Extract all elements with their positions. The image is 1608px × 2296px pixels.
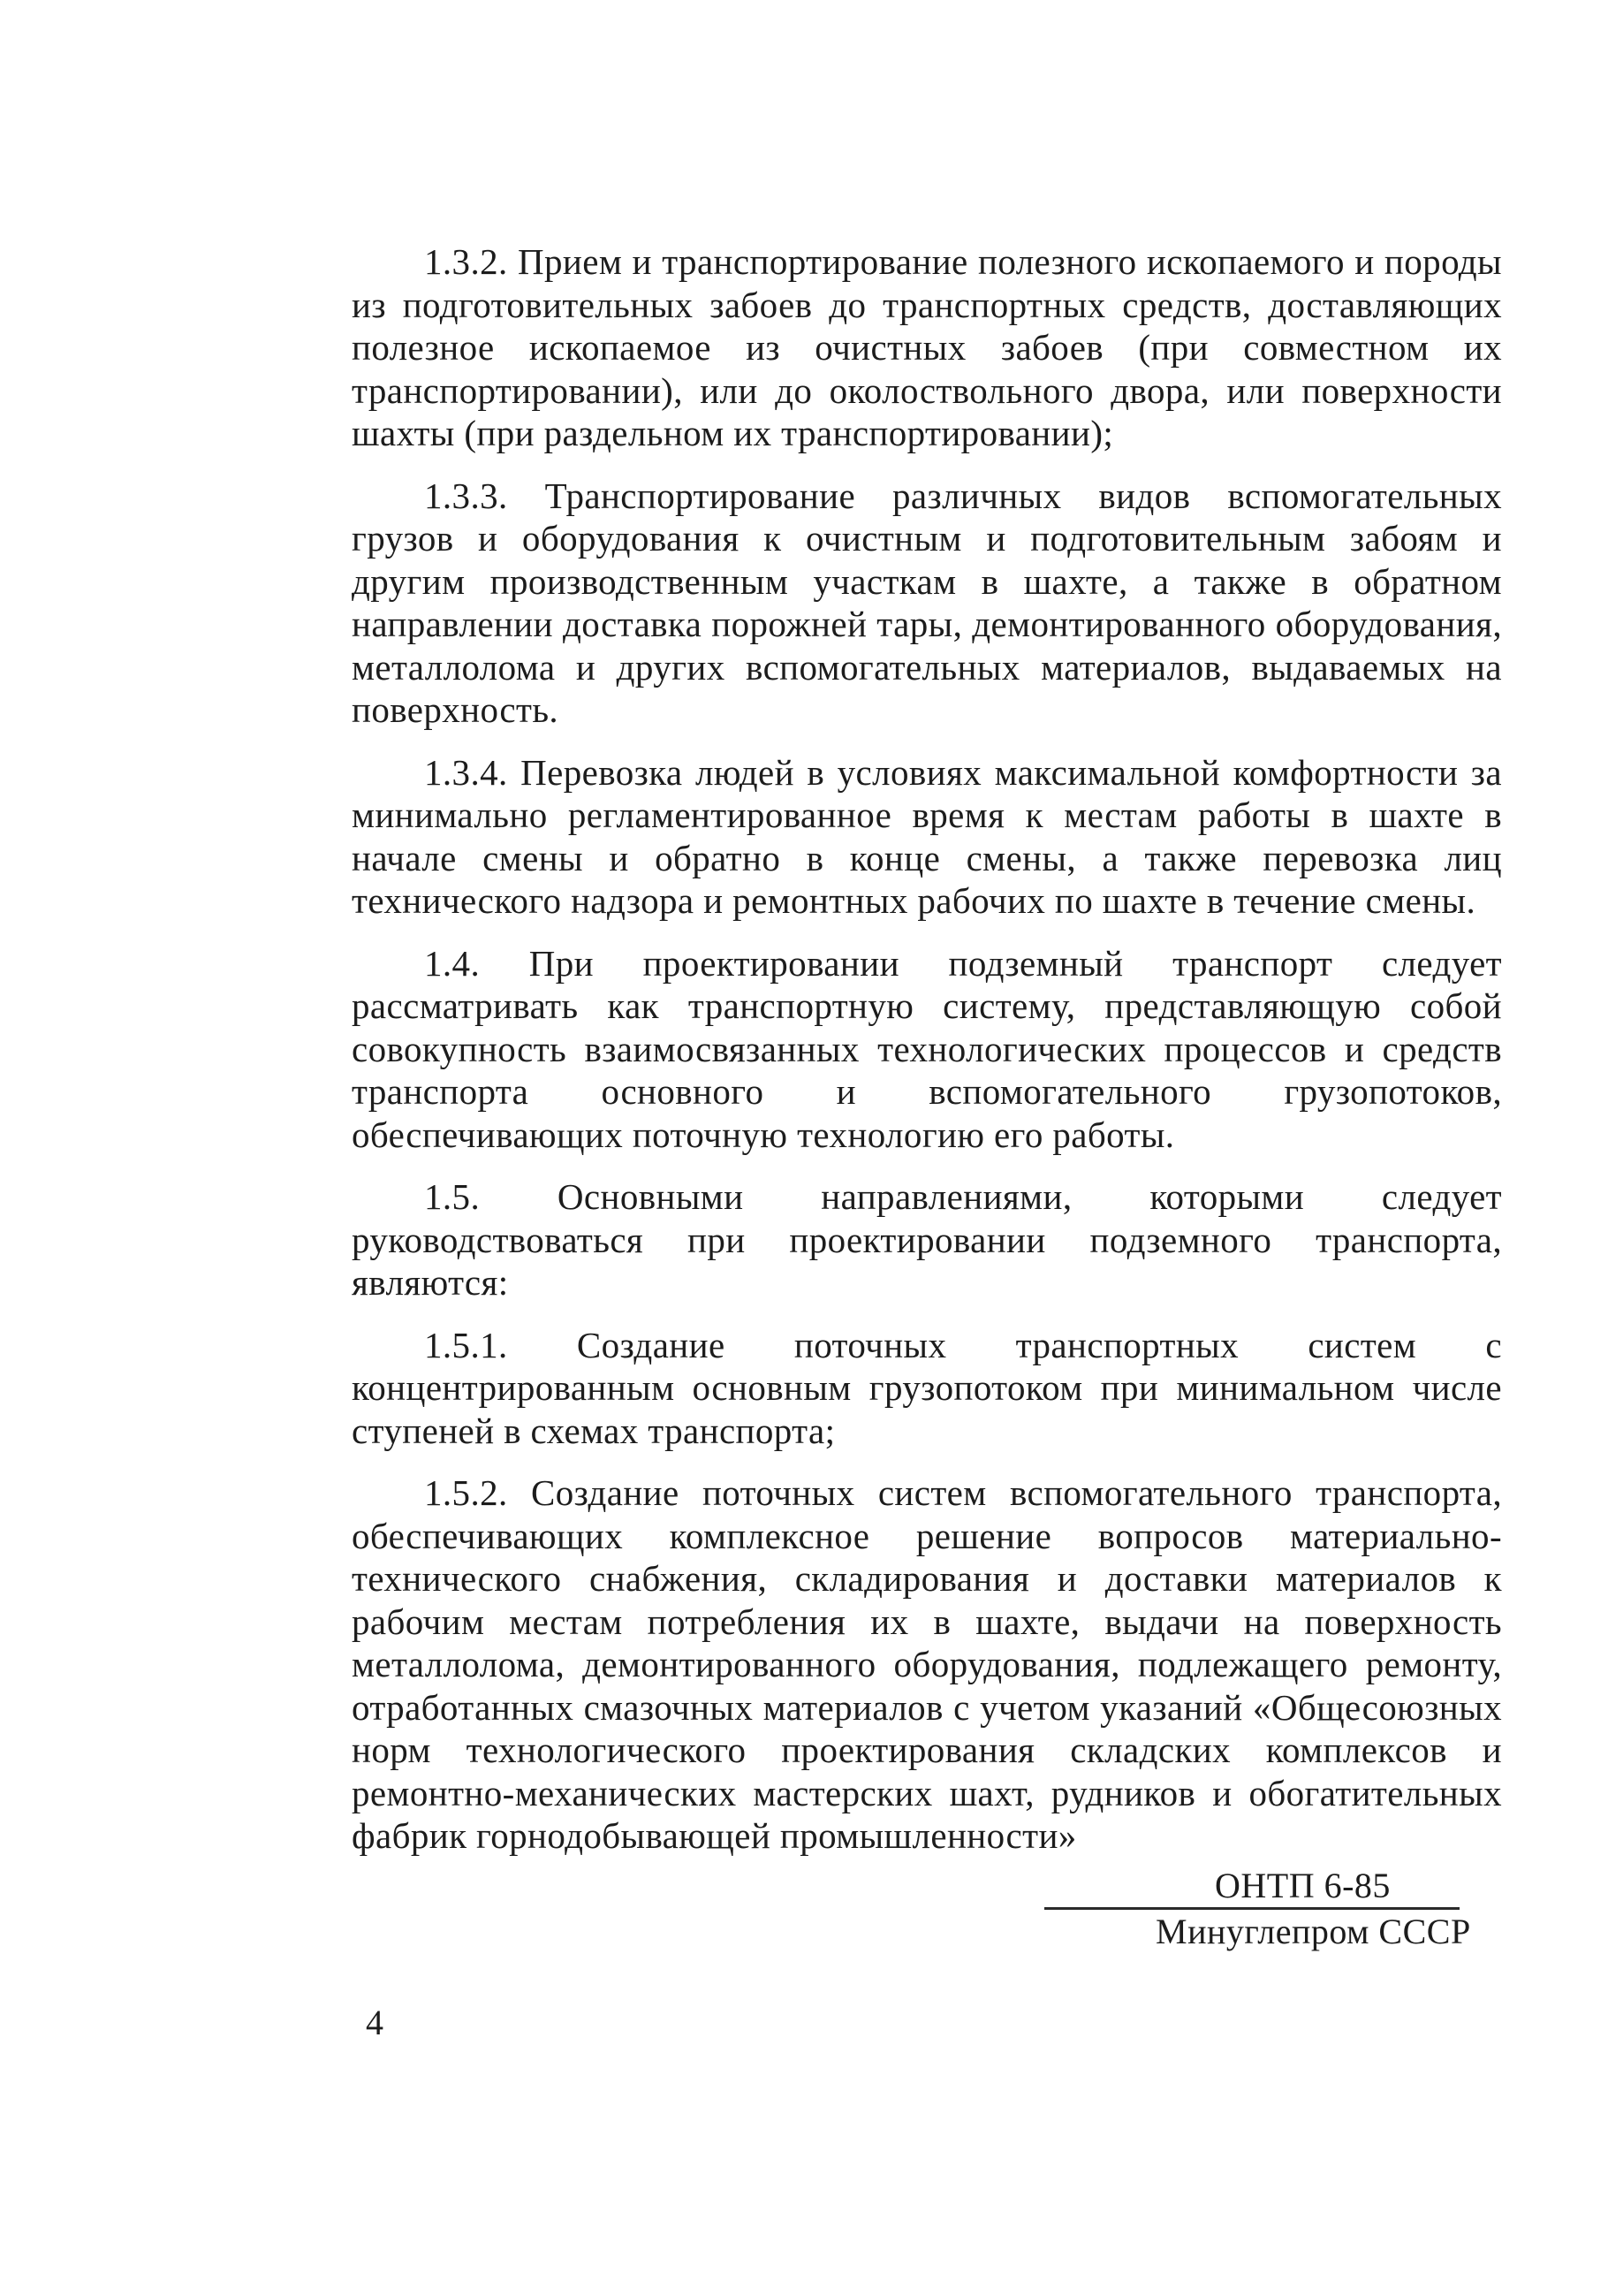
body-text — [352, 240, 1502, 1858]
page-number: 4 — [366, 2003, 383, 2042]
paragraph-1-4: 1.4. При проектировании подземный транспорт следует рассматривать как транспортную систему, представляющую собой совокупность взаимосвязанных технологических процессов и средств транспорта основного и вспомогательного грузопотоков, обеспечивающих поточную технологию его работы. — [352, 942, 1502, 1155]
footer-divider — [1044, 1907, 1460, 1910]
paragraph-1-3-4: 1.3.4. Перевозка людей в условиях максимальной комфортности за минимально регламентированное время к местам работы в шахте в начале смены и обратно в конце смены, а также перевозка лиц технического надзора и ремонтных рабочих по шахте в течение смены. — [352, 751, 1502, 921]
paragraph-1-5: 1.5. Основными направлениями, которыми следует руководствоваться при проектировании подземного транспорта, являются: — [352, 1176, 1502, 1303]
paragraph-1-5-1: 1.5.1. Создание поточных транспортных систем с концентрированным основным грузопотоком при минимальном числе ступеней в схемах транспорта; — [352, 1324, 1502, 1451]
document-code: ОНТП 6-85 — [1215, 1866, 1391, 1905]
issuing-organization: Минуглепром СССР — [1156, 1912, 1471, 1951]
paragraph-1-3-2: 1.3.2. Прием и транспортирование полезного ископаемого и породы из подготовительных забоев до транспортных средств, доставляющих полезное ископаемое из очистных забоев (при совместном их транспортировании), или до околоствольного двора, или поверхности шахты (при раздельном их транспортировании); — [352, 241, 1502, 453]
paragraph-1-5-2: 1.5.2. Создание поточных систем вспомогательного транспорта, обеспечивающих комплексное решение вопросов материально-технического снабжения, складирования и доставки материалов к рабочим местам потребления их в шахте, выдачи на поверхность металлолома, демонтированного оборудования, подлежащего ремонту, отработанных смазочных материалов с учетом указаний «Общесоюзных норм технологического проектирования складских комплексов и ремонтно-механических мастерских шахт, рудников и обогатительных фабрик горнодобывающей промышленности» — [352, 1472, 1502, 1856]
paragraph-1-3-3: 1.3.3. Транспортирование различных видов вспомогательных грузов и оборудования к очистным и подготовительным забоям и другим производственным участкам в шахте, а также в обратном направлении доставка порожней тары, демонтированного оборудования, металлолома и других вспомогательных материалов, выдаваемых на поверхность. — [352, 475, 1502, 730]
